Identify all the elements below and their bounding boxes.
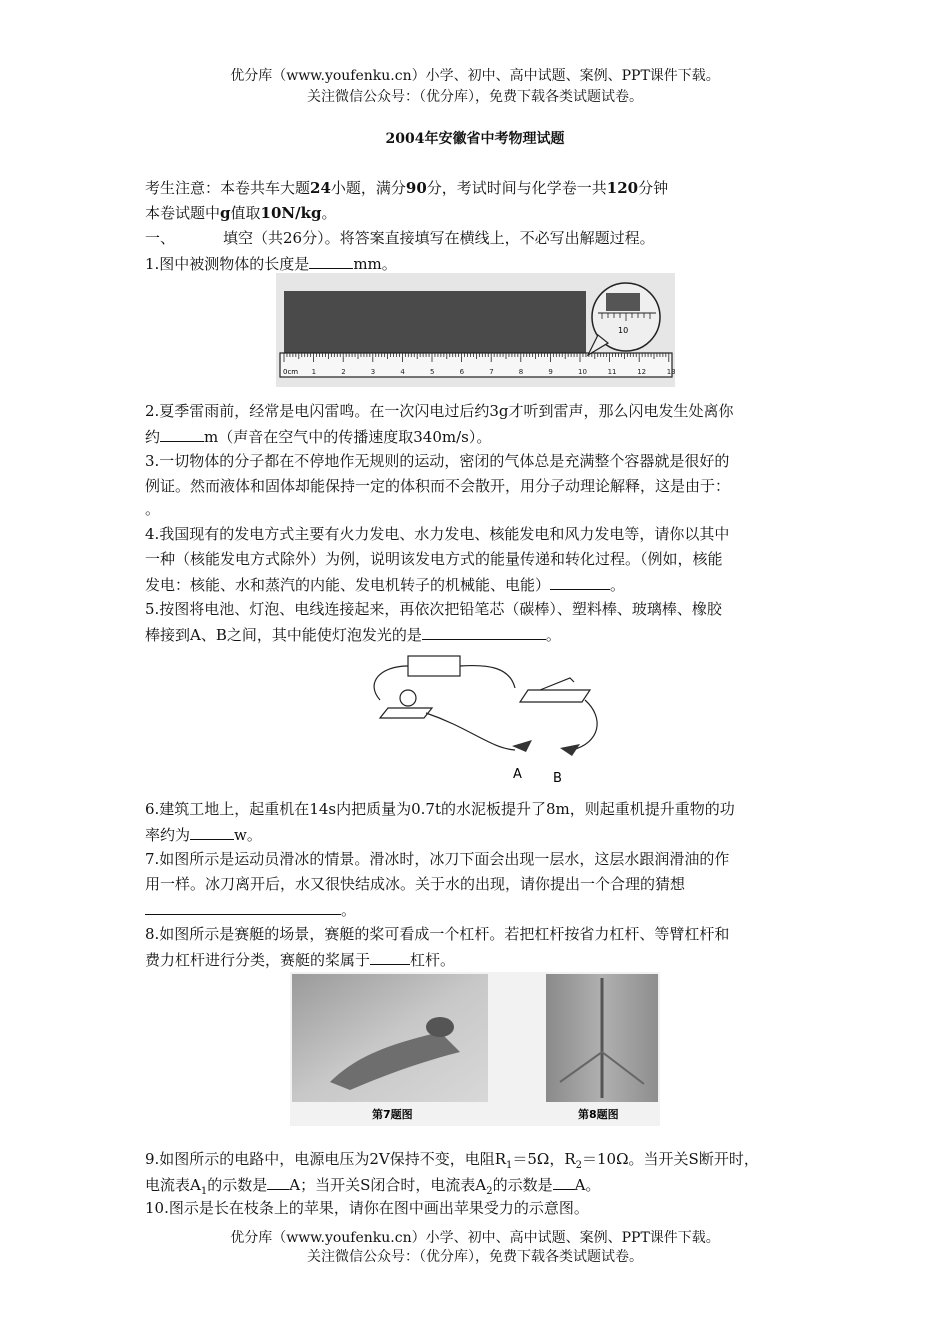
answer-blank[interactable]	[550, 574, 610, 590]
ruler-tick-label: 3	[370, 368, 376, 376]
footer-line-1: 优分库（www.youfenku.cn）小学、初中、高中试题、案例、PPT课件下载。	[230, 1230, 720, 1246]
ruler-tick-label: 4	[400, 368, 405, 376]
answer-blank[interactable]	[267, 1174, 289, 1190]
question-3-line-1: 3.一切物体的分子都在不停地作无规则的运动，密闭的气体总是充满整个容器就是很好的	[145, 452, 730, 470]
question-10-line-1: 10.图示是长在枝条上的苹果，请你在图中画出苹果受力的示意图。	[145, 1199, 589, 1217]
terminal-b-label: B	[553, 771, 562, 786]
answer-blank[interactable]	[553, 1174, 575, 1190]
question-4-line-3: 发电：核能、水和蒸汽的内能、发电机转子的机械能、电能） 。	[145, 576, 626, 594]
question-2-line-1: 2.夏季雷雨前，经常是电闪雷鸣。在一次闪电过后约3g才听到雷声，那么闪电发生处离你	[145, 402, 734, 420]
bulb-base	[380, 708, 432, 718]
figure-7-caption: 第7题图	[372, 1108, 413, 1121]
ruler-tick-label: 5	[430, 368, 435, 376]
answer-blank[interactable]	[370, 949, 410, 965]
question-3-line-2: 例证。然而液体和固体却能保持一定的体积而不会散开，用分子动理论解释，这是由于：	[145, 477, 731, 495]
answer-blank[interactable]	[145, 899, 341, 915]
ruler-svg	[276, 273, 675, 387]
ruler-tick-label: 12	[637, 368, 647, 376]
question-7-line-3: 。	[145, 899, 815, 920]
notice-line-2: 本卷试题中g值取10N/kg。	[145, 204, 337, 222]
question-5-line-2: 棒接到A、B之间，其中能使灯泡发光的是 。	[145, 626, 561, 644]
question-8-line-1: 8.如图所示是赛艇的场景，赛艇的桨可看成一个杠杆。若把杠杆按省力杠杆、等臂杠杆和	[145, 925, 730, 943]
figure-8-caption: 第8题图	[578, 1108, 619, 1121]
ruler-tick-label: 2	[341, 368, 346, 376]
question-6-line-1: 6.建筑工地上，起重机在14s内把质量为0.7t的水泥板提升了8m，则起重机提升重物的功	[145, 800, 735, 818]
magnified-object-end	[606, 293, 640, 311]
switch-base	[520, 690, 590, 702]
question-1: 1.图中被测物体的长度是 mm。	[145, 255, 397, 273]
circuit-figure	[360, 648, 610, 788]
question-2-line-2: 约 m（声音在空气中的传播速度取340m/s）。	[145, 428, 492, 446]
answer-blank[interactable]	[309, 253, 353, 269]
question-7-line-1: 7.如图所示是运动员滑冰的情景。滑冰时，冰刀下面会出现一层水，这层水跟润滑油的作	[145, 850, 730, 868]
header-line-2: 关注微信公众号：（优分库），免费下载各类试题试卷。	[307, 89, 643, 105]
footer-line-2: 关注微信公众号：（优分库），免费下载各类试题试卷。	[307, 1249, 643, 1265]
ruler-figure	[276, 273, 675, 387]
question-3-line-3: 。	[145, 500, 161, 518]
answer-blank[interactable]	[422, 624, 546, 640]
ruler-unit-label: 0cm	[283, 368, 299, 376]
clip-b	[560, 744, 580, 756]
ruler-tick-label: 9	[548, 368, 553, 376]
photos-figure	[290, 972, 660, 1126]
question-7-line-2: 用一样。冰刀离开后，水又很快结成冰。关于水的出现，请你提出一个合理的猜想	[145, 875, 686, 893]
question-4-line-1: 4.我国现有的发电方式主要有火力发电、水力发电、核能发电和风力发电等，请你以其中	[145, 525, 730, 543]
question-6-line-2: 率约为 w。	[145, 826, 262, 844]
ruler-tick-label: 6	[459, 368, 465, 376]
header-line-1: 优分库（www.youfenku.cn）小学、初中、高中试题、案例、PPT课件下载。	[230, 68, 720, 84]
measured-object	[284, 291, 586, 353]
ruler-tick-label: 10	[578, 368, 587, 376]
ruler-tick-label: 1	[311, 368, 317, 376]
circuit-svg	[360, 648, 610, 788]
bulb	[400, 690, 416, 706]
page-title: 2004年安徽省中考物理试题	[385, 131, 565, 147]
skating-photo	[292, 974, 488, 1102]
question-4-line-2: 一种（核能发电方式除外）为例，说明该发电方式的能量传递和转化过程。（例如，核能	[145, 550, 723, 568]
section-heading: 一、 填空（共26分）。将答案直接填写在横线上，不必写出解题过程。	[145, 229, 655, 247]
photos-svg	[290, 972, 660, 1126]
answer-blank[interactable]	[190, 824, 234, 840]
question-8-line-2: 费力杠杆进行分类，赛艇的桨属于 杠杆。	[145, 951, 456, 969]
clip-a	[512, 740, 532, 752]
question-5-line-1: 5.按图将电池、灯泡、电线连接起来，再依次把铅笔芯（碳棒）、塑料棒、玻璃棒、橡胶	[145, 600, 722, 618]
answer-blank[interactable]	[160, 426, 204, 442]
ruler-tick-label: 13	[666, 368, 675, 376]
magnifier-label: 10	[618, 326, 629, 335]
ruler-tick-label: 8	[518, 368, 524, 376]
ruler-tick-label: 7	[489, 368, 494, 376]
battery	[408, 656, 460, 676]
notice-line-1: 考生注意：本卷共车大题24小题，满分90分，考试时间与化学卷一共120分钟	[145, 179, 669, 197]
terminal-a-label: A	[513, 767, 522, 782]
question-9-line-2: 电流表$A_1$的示数是 A；当开关S闭合时，电流表$A_2$的示数是 A。	[145, 1176, 601, 1197]
ruler-tick-label: 11	[607, 368, 617, 376]
question-9-line-1: 9.如图所示的电路中，电源电压为2V保持不变，电阻$R_1=5\Omega$，$R_2=10\Omega$。当开关S断开时，	[145, 1150, 759, 1171]
